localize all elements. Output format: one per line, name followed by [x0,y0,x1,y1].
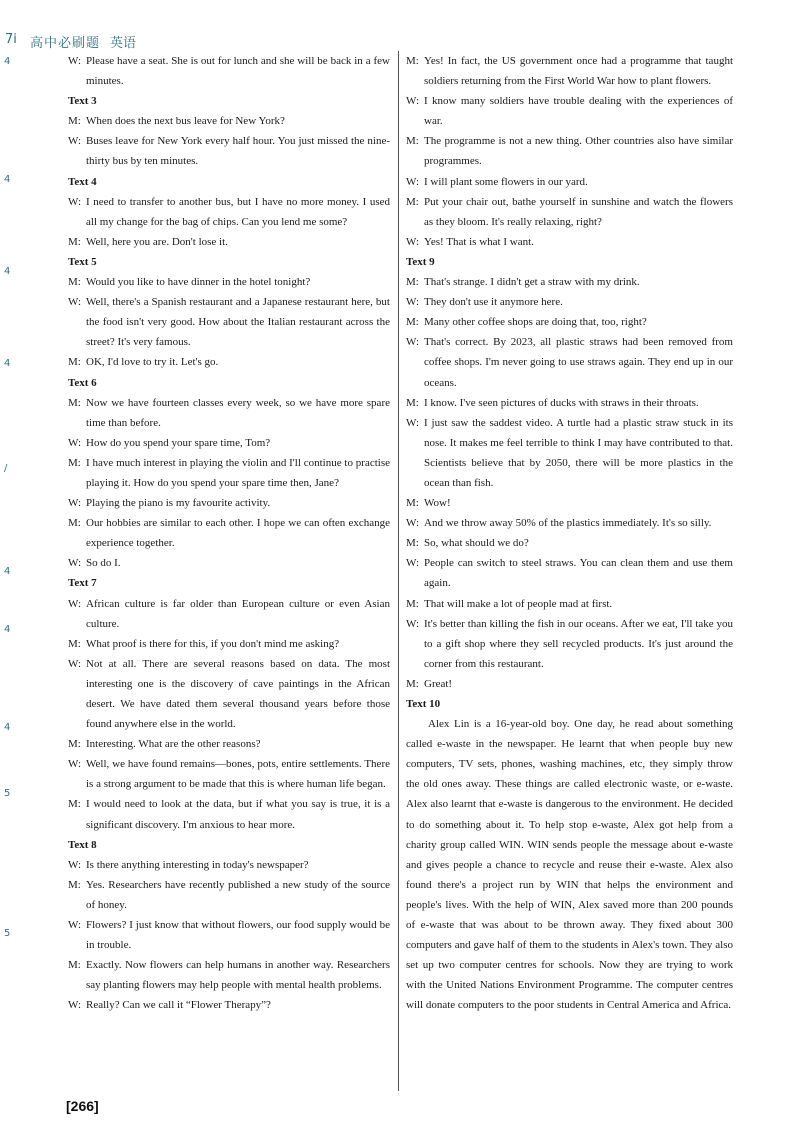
dialogue-text: They don't use it anymore here. [424,296,563,309]
dialogue-line [406,674,733,694]
dialogue-line [406,312,733,332]
dialogue-line [406,232,733,252]
section-heading: Text 7 [68,577,97,590]
speaker-label: W: [406,296,420,309]
binding-mark: 4 [4,266,11,277]
book-title: 高中必刷题 [30,36,101,51]
dialogue-line [68,272,390,292]
speaker-label: W: [68,296,82,309]
dialogue-line [68,794,390,834]
dialogue-text: Great! [424,677,453,690]
dialogue-text: Please have a seat. She is out for lunch and she will be back in a few minutes. [86,55,390,88]
dialogue-text: Well, we have found remains—bones, pots, entire settlements. There is a strong argument to be made that this is where human life began. [86,758,390,791]
speaker-label: W: [406,617,420,630]
dialogue-text: Is there anything interesting in today's newspaper? [86,858,309,871]
dialogue-text: I need to transfer to another bus, but I have no more money. I used all my change for the bag of chips. Can you lend me some? [86,195,390,228]
speaker-label: W: [406,175,420,188]
dialogue-text: And we throw away 50% of the plastics immediately. It's so silly. [424,517,712,530]
dialogue-text: So do I. [86,557,121,570]
dialogue-line [68,352,390,372]
dialogue-line [406,553,733,593]
speaker-label: M: [406,316,419,329]
passage-text: Alex Lin is a 16-year-old boy. One day, he read about something called e-waste in the newspaper. He learnt that when people buy new computers, TV sets, phones, washing machines, etc, they simply throw the old ones away. These things are called electronic waste, or e-waste. Alex also learnt that e-waste is dangerous to the environment. He decided to do something about it. To help stop e-waste, Alex got help from a charity group called WIN. WIN sends people the message about e-waste and gives people a chance to recycle and reuse their e-waste. Alex also found there's a project run by WIN that helps the environment and people's lives. With the help of WIN, Alex saved more than 200 pounds of e-waste that was about to be thrown away. They fixed about 300 computers and gave half of them to the students in Alex's town. They also set up two computer centres for schools. Now they are trying to work with the United Nations Environment Programme. The computer centres will donate computers to the poor students in Central America and Africa. [406,718,733,1012]
dialogue-line [406,614,733,674]
dialogue-line [406,131,733,171]
dialogue-line [68,493,390,513]
dialogue-line [68,453,390,493]
dialogue-text: People can switch to steel straws. You can clean them and use them again. [424,557,733,590]
speaker-label: W: [406,235,420,248]
dialogue-text: Now we have fourteen classes every week, so we have more spare time than before. [86,396,390,429]
speaker-label: W: [68,135,82,148]
dialogue-text: It's better than killing the fish in our oceans. After we eat, I'll take you to a gift shop where they sell recycled products. It's just around the corner from this restaurant. [424,617,733,670]
dialogue-text: Flowers? I just know that without flowers, our food supply would be in trouble. [86,919,390,952]
dialogue-line [68,875,390,915]
dialogue-text: How do you spend your spare time, Tom? [86,436,271,449]
dialogue-line [68,51,390,91]
dialogue-text: Really? Can we call it “Flower Therapy”? [86,999,271,1012]
page-number: [266] [66,1098,99,1114]
dialogue-line [68,915,390,955]
binding-mark: / [4,463,8,474]
speaker-label: W: [68,999,82,1012]
speaker-label: M: [406,497,419,510]
speaker-label: M: [406,597,419,610]
column-divider [398,51,399,1091]
dialogue-line [68,513,390,553]
section-heading: Text 4 [68,175,97,188]
subject-label: 英语 [110,36,137,51]
dialogue-text: I know many soldiers have trouble dealing with the experiences of war. [424,95,733,128]
speaker-label: W: [68,195,82,208]
dialogue-line [406,192,733,232]
speaker-label: W: [68,55,82,67]
dialogue-text: Playing the piano is my favourite activity. [86,497,271,510]
dialogue-text: I know. I've seen pictures of ducks with straws in their throats. [424,396,699,409]
section-heading: Text 6 [68,376,97,389]
speaker-label: M: [68,878,81,891]
dialogue-line [406,533,733,553]
dialogue-text: The programme is not a new thing. Other countries also have similar programmes. [424,135,733,168]
dialogue-text: Well, there's a Spanish restaurant and a Japanese restaurant here, but the food isn't very good. How about the Italian restaurant across the street? It's very famous. [86,296,390,349]
dialogue-text: Wow! [424,497,451,510]
dialogue-text: That's correct. By 2023, all plastic straws had been removed from coffee shops. I'm never going to use straws again. They end up in our oceans. [424,336,733,389]
speaker-label: M: [68,456,81,469]
dialogue-line [68,232,390,252]
dialogue-text: I have much interest in playing the violin and I'll continue to practise playing it. How do you spend your spare time then, Jane? [86,456,390,489]
speaker-label: W: [68,657,82,670]
dialogue-line [68,734,390,754]
speaker-label: M: [68,798,81,811]
dialogue-line [68,553,390,573]
dialogue-text: Many other coffee shops are doing that, too, right? [424,316,647,329]
section-heading: Text 8 [68,838,97,851]
dialogue-line [406,272,733,292]
speaker-label: W: [68,919,82,932]
binding-mark: 4 [4,174,11,185]
dialogue-text: That's strange. I didn't get a straw with my drink. [424,276,640,289]
speaker-label: W: [406,517,420,530]
speaker-label: M: [68,235,81,248]
speaker-label: W: [68,497,82,510]
section-heading: Text 3 [68,95,97,108]
speaker-label: M: [406,276,419,289]
speaker-label: W: [68,436,82,449]
dialogue-line [406,393,733,413]
binding-mark: 4 [4,566,11,577]
speaker-label: M: [68,738,81,751]
dialogue-text: Yes! In fact, the US government once had a programme that taught soldiers returning from the First World War how to plant flowers. [424,55,733,88]
margin-binding-marks [0,0,14,1130]
speaker-label: M: [68,637,81,650]
dialogue-text: Would you like to have dinner in the hotel tonight? [86,276,311,289]
speaker-label: M: [406,195,419,208]
dialogue-line [406,91,733,131]
dialogue-line [68,131,390,171]
dialogue-line [406,413,733,493]
dialogue-line [406,493,733,513]
dialogue-line [68,634,390,654]
speaker-label: M: [68,115,81,128]
speaker-label: W: [406,416,420,429]
speaker-label: W: [406,336,420,349]
dialogue-text: I just saw the saddest video. A turtle had a plastic straw stuck in its nose. It makes me feel terrible to think I may have contributed to that. Scientists believe that by 2050, there will be more plastics in the ocean than fish. [424,416,733,489]
dialogue-line [406,292,733,312]
dialogue-line [406,513,733,533]
dialogue-line [68,754,390,794]
page-header [5,32,137,52]
right-column [406,51,733,1016]
dialogue-text: Well, here you are. Don't lose it. [86,235,228,248]
dialogue-text: So, what should we do? [424,537,529,550]
dialogue-text: Yes! That is what I want. [424,235,534,248]
speaker-label: W: [68,557,82,570]
dialogue-line [68,654,390,734]
binding-mark: 5 [4,928,11,939]
dialogue-line [406,172,733,192]
dialogue-text: Our hobbies are similar to each other. I hope we can often exchange experience together. [86,517,390,550]
section-heading: Text 10 [406,698,441,710]
binding-mark: 4 [4,358,11,369]
dialogue-line [68,995,390,1015]
binding-mark: 5 [4,788,11,799]
speaker-label: M: [406,135,419,148]
dialogue-line [68,111,390,131]
dialogue-line [68,594,390,634]
dialogue-text: OK, I'd love to try it. Let's go. [86,356,219,369]
left-column [68,51,390,1016]
dialogue-line [68,433,390,453]
dialogue-line [68,292,390,352]
speaker-label: M: [68,396,81,409]
dialogue-text: I will plant some flowers in our yard. [424,175,588,188]
dialogue-line [406,51,733,91]
speaker-label: M: [406,396,419,409]
dialogue-line [68,192,390,232]
dialogue-line [68,955,390,995]
dialogue-line [68,393,390,433]
dialogue-text: That will make a lot of people mad at first. [424,597,613,610]
binding-mark: 4 [4,624,11,635]
binding-mark: 4 [4,56,11,67]
dialogue-text: African culture is far older than European culture or even Asian culture. [86,597,390,630]
speaker-label: W: [406,557,420,570]
speaker-label: M: [68,959,81,972]
dialogue-line [406,332,733,392]
speaker-label: M: [68,517,81,530]
dialogue-text: Exactly. Now flowers can help humans in another way. Researchers say planting flowers may help people with mental health problems. [86,959,390,992]
dialogue-line [68,855,390,875]
dialogue-text: Buses leave for New York every half hour. You just missed the nine-thirty bus by ten minutes. [86,135,390,168]
dialogue-text: I would need to look at the data, but if what you say is true, it is a significant discovery. I'm anxious to hear more. [86,798,390,831]
speaker-label: W: [68,758,82,771]
dialogue-line [406,594,733,614]
speaker-label: M: [406,537,419,550]
dialogue-text: Interesting. What are the other reasons? [86,738,261,751]
section-heading: Text 5 [68,255,97,268]
speaker-label: M: [68,356,81,369]
speaker-label: W: [68,597,82,610]
corner-mark: 7i [5,32,17,47]
speaker-label: M: [406,55,419,67]
speaker-label: M: [68,276,81,289]
dialogue-text: Not at all. There are several reasons based on data. The most interesting one is the discovery of cave paintings in the African desert. We have dated them several thousand years before those found anywhere else in the world. [86,657,390,731]
speaker-label: W: [68,858,82,871]
dialogue-text: When does the next bus leave for New York? [86,115,285,128]
dialogue-text: What proof is there for this, if you don't mind me asking? [86,637,340,650]
speaker-label: M: [406,677,419,690]
section-heading: Text 9 [406,255,435,268]
speaker-label: W: [406,95,420,108]
dialogue-text: Yes. Researchers have recently published a new study of the source of honey. [86,878,390,911]
dialogue-text: Put your chair out, bathe yourself in sunshine and watch the flowers as they bloom. It's really relaxing, right? [424,195,733,228]
binding-mark: 4 [4,722,11,733]
